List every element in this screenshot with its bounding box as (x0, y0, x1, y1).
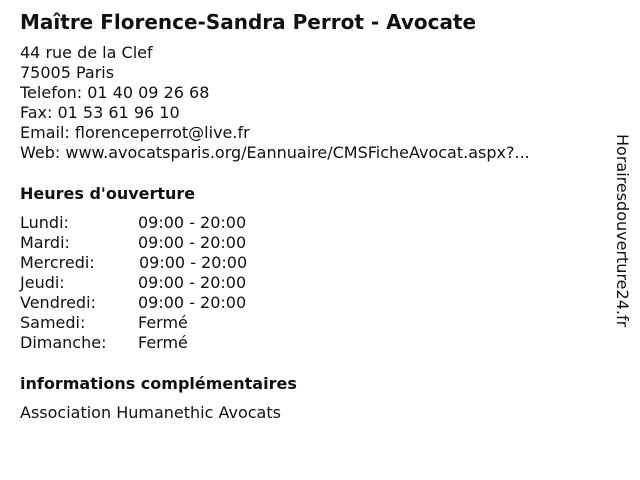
day-label: Samedi: (20, 313, 86, 332)
day-label: Mercredi: (20, 253, 95, 272)
email-address: Email: florenceperrot@live.fr (20, 123, 250, 142)
fax-number: Fax: 01 53 61 96 10 (20, 103, 180, 122)
street-address: 44 rue de la Clef (20, 43, 153, 62)
time-value: Fermé (138, 333, 188, 352)
site-watermark: Horairesdouverture24.fr (613, 134, 632, 328)
time-value: Fermé (138, 313, 188, 332)
info-heading: informations complémentaires (20, 374, 297, 393)
time-value: 09:00 - 20:00 (138, 273, 247, 292)
website-link[interactable]: Web: www.avocatsparis.org/Eannuaire/CMSFicheAvocat.aspx?... (20, 143, 530, 162)
page-title: Maître Florence-Sandra Perrot - Avocate (20, 10, 477, 34)
time-value: 09:00 - 20:00 (138, 233, 247, 252)
contact-block (20, 43, 600, 163)
day-label: Jeudi: (20, 273, 65, 292)
time-value: 09:00 - 20:00 (138, 213, 247, 232)
day-label: Vendredi: (20, 293, 96, 312)
info-text: Association Humanethic Avocats (20, 403, 281, 422)
phone-number: Telefon: 01 40 09 26 68 (20, 83, 210, 102)
time-value: 09:00 - 20:00 (138, 293, 247, 312)
city-postal: 75005 Paris (20, 63, 115, 82)
time-value: 09:00 - 20:00 (139, 253, 248, 272)
day-label: Mardi: (20, 233, 70, 252)
hours-heading: Heures d'ouverture (20, 184, 196, 203)
day-label: Dimanche: (20, 333, 107, 352)
day-label: Lundi: (20, 213, 69, 232)
